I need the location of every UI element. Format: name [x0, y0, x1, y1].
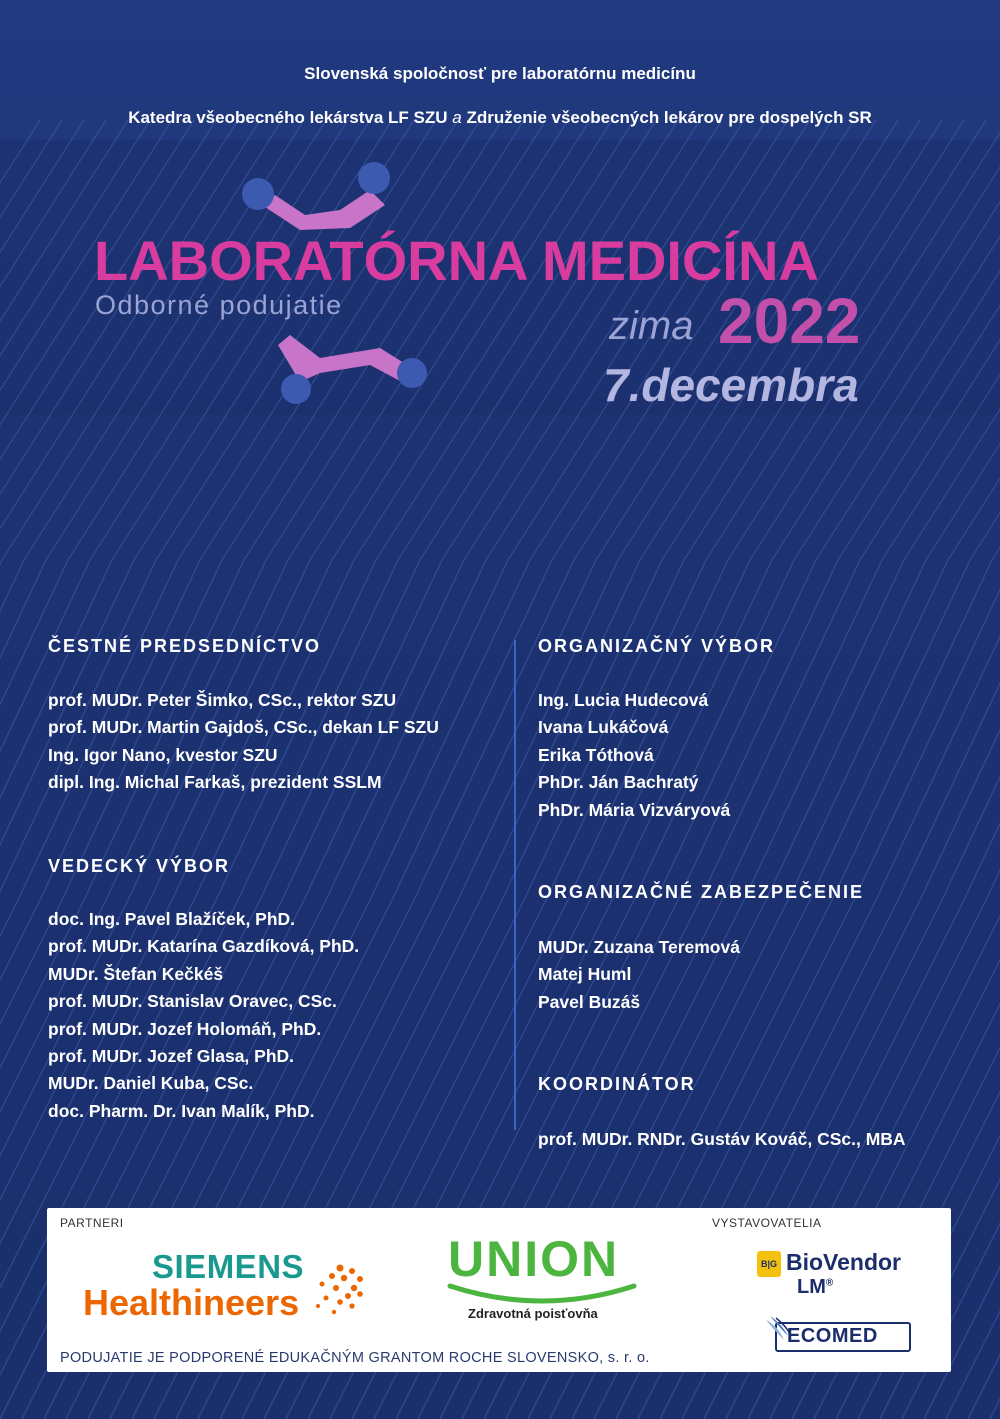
list-item: prof. MUDr. Jozef Holomáň, PhD. — [48, 1018, 322, 1039]
list-item: PhDr. Ján Bachratý — [538, 772, 699, 793]
siemens-dots-icon — [312, 1262, 368, 1318]
list-item: Matej Huml — [538, 964, 632, 985]
honorary-title: ČESTNÉ PREDSEDNÍCTVO — [48, 636, 322, 656]
event-subtitle: Odborné podujatie — [95, 290, 343, 320]
list-item: doc. Ing. Pavel Blažíček, PhD. — [48, 909, 296, 929]
event-year: 2022 — [718, 285, 861, 357]
list-item: Ing. Lucia Hudecová — [538, 690, 709, 710]
event-season: zima — [609, 304, 694, 348]
list-item: doc. Pharm. Dr. Ivan Malík, PhD. — [48, 1100, 315, 1121]
organizer-line-2 — [0, 108, 1000, 128]
registered-mark: ® — [825, 1277, 834, 1289]
siemens-logo-text: SIEMENS — [152, 1248, 305, 1285]
honorary-list — [48, 687, 439, 797]
column-divider — [514, 640, 516, 1130]
union-smile-icon — [446, 1282, 638, 1306]
list-item: Ing. Igor Nano, kvestor SZU — [48, 744, 278, 765]
organizing-list — [538, 687, 730, 824]
list-item: prof. MUDr. RNDr. Gustáv Kováč, CSc., MBA — [538, 1129, 906, 1149]
organizer-katedra: Katedra všeobecného lekárstva LF SZU — [128, 108, 448, 127]
partners-label: PARTNERI — [60, 1216, 124, 1230]
support-title: ORGANIZAČNÉ ZABEZPEČENIE — [538, 882, 865, 902]
support-list — [538, 934, 740, 1016]
list-item: prof. MUDr. Stanislav Oravec, CSc. — [48, 991, 337, 1012]
exhibitors-label: VYSTAVOVATELIA — [712, 1216, 822, 1230]
list-item: MUDr. Daniel Kuba, CSc. — [48, 1073, 254, 1094]
list-item: prof. MUDr. Martin Gajdoš, CSc., dekan LF SZU — [48, 717, 439, 738]
event-title: LABORATÓRNA MEDICÍNA — [94, 229, 819, 292]
event-date: 7.decembra — [603, 359, 859, 411]
coordinator-list — [538, 1126, 906, 1153]
list-item: PhDr. Mária Vizváryová — [538, 799, 731, 820]
list-item: dipl. Ing. Michal Farkaš, prezident SSLM — [48, 772, 382, 793]
organizer-conjunction: a — [452, 108, 462, 127]
organizer-line-1: Slovenská spoločnosť pre laboratórnu medicínu — [304, 64, 696, 83]
list-item: Erika Tóthová — [538, 744, 654, 765]
list-item: prof. MUDr. Katarína Gazdíková, PhD. — [48, 936, 360, 957]
biovendor-badge-icon: B|G — [757, 1251, 781, 1277]
union-subtitle: Zdravotná poisťovňa — [468, 1306, 598, 1321]
healthineers-logo-text: Healthineers — [83, 1282, 300, 1323]
union-logo-text: UNION — [448, 1231, 620, 1287]
list-item: MUDr. Štefan Kečkéš — [48, 963, 224, 984]
list-item: Pavel Buzáš — [538, 991, 641, 1012]
scientific-list — [48, 906, 359, 1125]
list-item: prof. MUDr. Peter Šimko, CSc., rektor SZU — [48, 690, 397, 710]
biovendor-logo-text: BioVendor — [786, 1249, 902, 1275]
organizer-zdruzenie: Združenie všeobecných lekárov pre dospelých SR — [466, 108, 872, 127]
list-item: MUDr. Zuzana Teremová — [538, 937, 740, 957]
list-item: Ivana Lukáčová — [538, 717, 669, 738]
scientific-title: VEDECKÝ VÝBOR — [48, 856, 231, 876]
list-item: prof. MUDr. Jozef Glasa, PhD. — [48, 1045, 295, 1066]
grant-note: PODUJATIE JE PODPORENÉ EDUKAČNÝM GRANTOM ROCHE SLOVENSKO, s. r. o. — [60, 1350, 650, 1366]
coordinator-title: KOORDINÁTOR — [538, 1074, 696, 1094]
biovendor-lm-text — [797, 1276, 833, 1299]
organizing-title: ORGANIZAČNÝ VÝBOR — [538, 636, 776, 656]
ecomed-logo-text: ECOMED — [787, 1325, 878, 1347]
biovendor-lm: LM — [797, 1276, 826, 1298]
